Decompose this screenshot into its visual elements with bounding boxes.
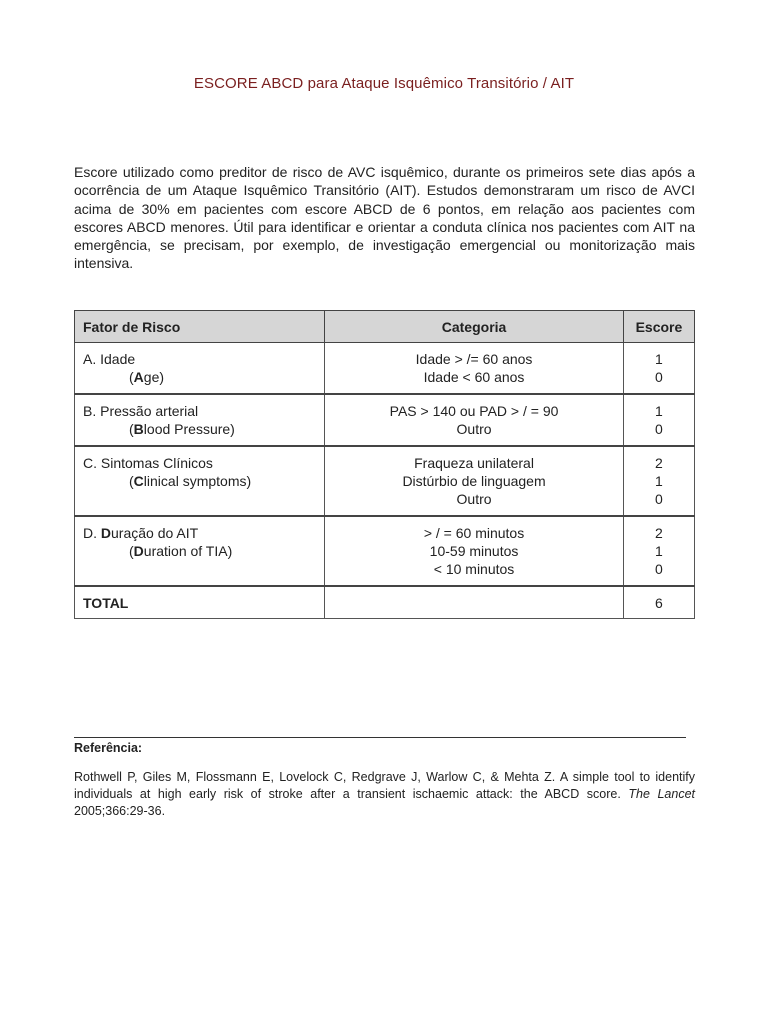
- category-cell: [325, 516, 624, 586]
- score-item: 0: [655, 369, 663, 385]
- category-cell: [325, 343, 624, 395]
- score-item: 1: [655, 543, 663, 559]
- table-row-total: [75, 586, 695, 619]
- category-cell: [325, 394, 624, 446]
- table-row-age: [75, 343, 695, 395]
- table-row-duration: [75, 516, 695, 586]
- table-row-blood-pressure: [75, 394, 695, 446]
- header-factor: Fator de Risco: [75, 311, 325, 343]
- score-item: 0: [655, 491, 663, 507]
- category-item: Idade > /= 60 anos: [415, 351, 533, 367]
- category-item: > / = 60 minutos: [423, 525, 525, 541]
- score-item: 2: [655, 455, 663, 471]
- score-item: 1: [655, 403, 663, 419]
- table-header-row: [75, 311, 695, 343]
- abcd-score-table: [74, 310, 695, 619]
- category-item: PAS > 140 ou PAD > / = 90: [389, 403, 559, 419]
- total-category: [325, 586, 624, 619]
- reference-journal: The Lancet: [628, 787, 695, 801]
- table-row-clinical-symptoms: [75, 446, 695, 516]
- category-item: Fraqueza unilateral: [414, 455, 534, 471]
- category-item: 10-59 minutos: [429, 543, 519, 559]
- reference-heading: Referência:: [74, 741, 143, 755]
- score-item: 0: [655, 561, 663, 577]
- reference-text: [74, 769, 695, 820]
- factor-cell: [75, 516, 325, 586]
- score-cell: [623, 394, 694, 446]
- score-item: 2: [655, 525, 663, 541]
- score-cell: [623, 446, 694, 516]
- category-item: Idade < 60 anos: [423, 369, 525, 385]
- factor-label: D. Duração do AIT: [83, 525, 199, 541]
- factor-cell: [75, 343, 325, 395]
- reference-authors: Rothwell P, Giles M, Flossmann E, Lovelock C, Redgrave J, Warlow C, & Mehta Z. A simple tool to identify individuals at high early risk of stroke after a transient ischaemic attack: the ABCD score.: [74, 770, 695, 801]
- category-cell: [325, 446, 624, 516]
- header-score: Escore: [623, 311, 694, 343]
- score-cell: [623, 516, 694, 586]
- score-item: 1: [655, 473, 663, 489]
- header-category: Categoria: [325, 311, 624, 343]
- intro-paragraph: Escore utilizado como preditor de risco de AVC isquêmico, durante os primeiros sete dias após a ocorrência de um Ataque Isquêmico Transitório (AIT). Estudos demonstraram um risco de AVCI acima de 30% em pacientes com escore ABCD de 6 pontos, em relação aos pacientes com escores ABCD menores. Útil para identificar e orientar a conduta clínica nos pacientes com AIT na emergência, se precisam, por exemplo, de investigação emergencial ou monitorização mais intensiva.: [74, 164, 695, 272]
- total-score: 6: [623, 586, 694, 619]
- document-title: ESCORE ABCD para Ataque Isquêmico Transitório / AIT: [193, 75, 575, 92]
- factor-cell: [75, 446, 325, 516]
- category-item: Outro: [456, 421, 492, 437]
- reference-separator: [74, 737, 686, 738]
- total-label: TOTAL: [75, 586, 325, 619]
- score-item: 0: [655, 421, 663, 437]
- factor-english: (Duration of TIA): [129, 543, 233, 559]
- score-cell: [623, 343, 694, 395]
- factor-label: A. Idade: [83, 351, 136, 367]
- reference-citation: 2005;366:29-36.: [74, 804, 166, 818]
- factor-english: (Clinical symptoms): [129, 473, 252, 489]
- factor-label: C. Sintomas Clínicos: [83, 455, 213, 471]
- factor-english: (Age): [129, 369, 165, 385]
- category-item: < 10 minutos: [433, 561, 515, 577]
- score-item: 1: [655, 351, 663, 367]
- factor-english: (Blood Pressure): [129, 421, 235, 437]
- category-item: Distúrbio de linguagem: [402, 473, 546, 489]
- factor-cell: [75, 394, 325, 446]
- factor-label: B. Pressão arterial: [83, 403, 199, 419]
- category-item: Outro: [456, 491, 492, 507]
